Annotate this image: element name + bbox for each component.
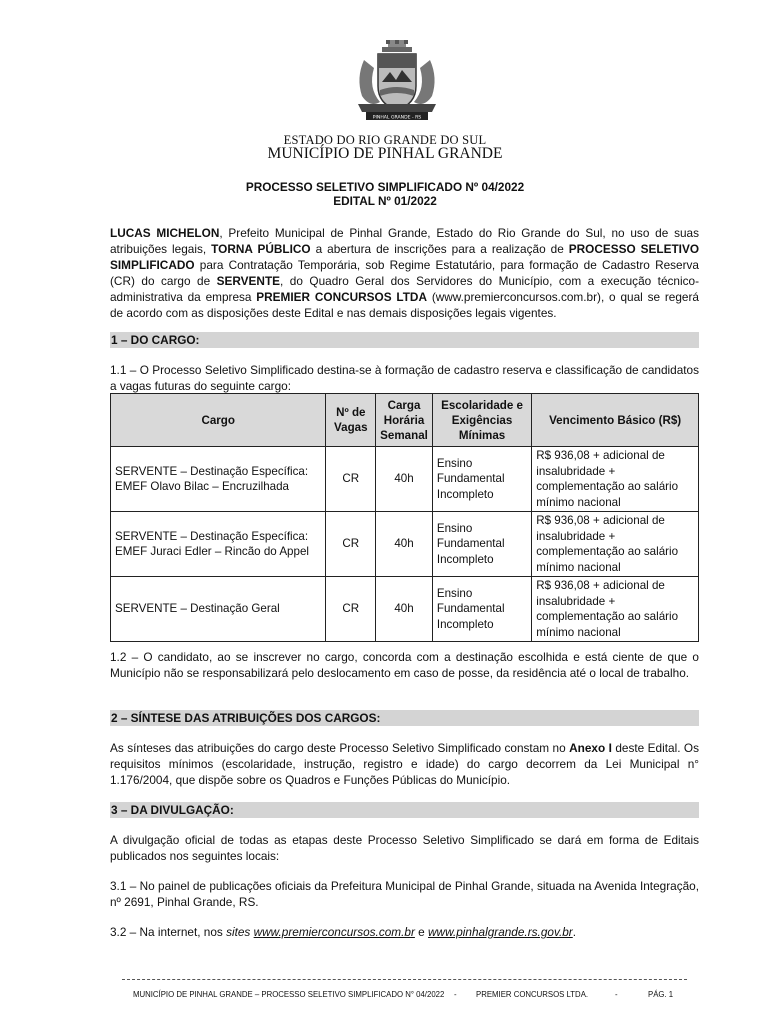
cell-cargo: SERVENTE – Destinação Específica: EMEF Olavo Bilac – Encruzilhada bbox=[111, 447, 326, 512]
intro-bold-4: PREMIER CONCURSOS LTDA bbox=[256, 290, 427, 304]
footer-separator: - bbox=[454, 990, 457, 999]
footer-company: PREMIER CONCURSOS LTDA. bbox=[476, 990, 589, 999]
intro-text-5: (www.premierconcursos.com.br), o qual se regerá de acordo com as disposições deste Edital e nas demais disposições legais vigentes. bbox=[110, 290, 699, 320]
pinhal-site-link[interactable]: www.pinhalgrande.rs.gov.br bbox=[428, 925, 573, 939]
col-header-escolaridade: Escolaridade e Exigências Mínimas bbox=[432, 394, 531, 447]
cell-carga: 40h bbox=[376, 577, 433, 642]
document-title bbox=[0, 180, 770, 208]
footer-left-text: MUNICÍPIO DE PINHAL GRANDE – PROCESSO SELETIVO SIMPLIFICADO N° 04/2022 bbox=[133, 990, 445, 999]
col-header-carga: Carga Horária Semanal bbox=[376, 394, 433, 447]
col-header-cargo: Cargo bbox=[111, 394, 326, 447]
and-word: e bbox=[414, 925, 429, 939]
col-header-vencimento: Vencimento Básico (R$) bbox=[532, 394, 699, 447]
sites-word: sites bbox=[226, 925, 251, 939]
cell-escolaridade: Ensino Fundamental Incompleto bbox=[432, 577, 531, 642]
annex-reference: Anexo I bbox=[569, 741, 612, 755]
section-2-text-2: deste Edital. Os requisitos mínimos (escolaridade, instrução, registro e idade) do cargo decorrem da Lei Municipal n° 1.176/2004, que dispõe sobre os Quadros e Funções Públicas do Município. bbox=[110, 741, 699, 787]
crest-text: PINHAL GRANDE - RS bbox=[372, 115, 422, 121]
section-2-heading: 2 – SÍNTESE DAS ATRIBUIÇÕES DOS CARGOS: bbox=[110, 710, 699, 726]
process-title: PROCESSO SELETIVO SIMPLIFICADO Nº 04/2022 bbox=[245, 180, 525, 194]
intro-text-4: , do Quadro Geral dos Servidores do Município, com a execução técnico-administrativa da empresa bbox=[110, 274, 699, 304]
section-3-heading: 3 – DA DIVULGAÇÃO: bbox=[110, 802, 699, 818]
section-3-2-paragraph bbox=[110, 924, 699, 940]
intro-text-2: a abertura de inscrições para a realização de bbox=[310, 242, 569, 256]
period: . bbox=[572, 925, 577, 939]
footer-separator: - bbox=[615, 990, 618, 999]
cell-escolaridade: Ensino Fundamental Incompleto bbox=[432, 447, 531, 512]
section-2-paragraph bbox=[110, 740, 699, 788]
positions-table bbox=[110, 393, 699, 642]
cell-vencimento: R$ 936,08 + adicional de insalubridade + complementação ao salário mínimo nacional bbox=[532, 577, 699, 642]
col-header-vagas: Nº de Vagas bbox=[326, 394, 376, 447]
intro-bold-2: PROCESSO SELETIVO SIMPLIFICADO bbox=[110, 242, 699, 272]
mayor-name: LUCAS MICHELON bbox=[110, 226, 220, 240]
edital-title: EDITAL Nº 01/2022 bbox=[333, 194, 437, 208]
section-3-2-prefix: 3.2 – Na internet, nos bbox=[110, 925, 227, 939]
table-row bbox=[111, 577, 699, 642]
section-1-heading: 1 – DO CARGO: bbox=[110, 332, 699, 348]
cell-carga: 40h bbox=[376, 447, 433, 512]
footer-divider bbox=[122, 979, 687, 980]
section-1-1-paragraph: 1.1 – O Processo Seletivo Simplificado destina-se à formação de cadastro reserva e classificação de candidatos a vagas futuras do seguinte cargo: bbox=[110, 363, 699, 393]
cell-cargo: SERVENTE – Destinação Geral bbox=[111, 577, 326, 642]
section-2-text-1: As sínteses das atribuições do cargo deste Processo Seletivo Simplificado constam no bbox=[110, 741, 570, 755]
premier-site-link[interactable]: www.premierconcursos.com.br bbox=[253, 925, 415, 939]
cell-vagas: CR bbox=[326, 512, 376, 577]
cell-vencimento: R$ 936,08 + adicional de insalubridade + complementação ao salário mínimo nacional bbox=[532, 447, 699, 512]
cell-vagas: CR bbox=[326, 447, 376, 512]
intro-text-3: para Contratação Temporária, sob Regime Estatutário, para formação de Cadastro Reserva (CR) do cargo de bbox=[110, 258, 699, 288]
table-header-row bbox=[111, 394, 699, 447]
cell-escolaridade: Ensino Fundamental Incompleto bbox=[432, 512, 531, 577]
intro-bold-1: TORNA PÚBLICO bbox=[211, 242, 311, 256]
section-3-1-paragraph: 3.1 – No painel de publicações oficiais da Prefeitura Municipal de Pinhal Grande, situada na Avenida Integração, nº 2691, Pinhal Grande, RS. bbox=[110, 879, 699, 909]
cell-cargo: SERVENTE – Destinação Específica: EMEF Juraci Edler – Rincão do Appel bbox=[111, 512, 326, 577]
table-row bbox=[111, 512, 699, 577]
page-number: PÁG. 1 bbox=[648, 990, 674, 999]
cell-vencimento: R$ 936,08 + adicional de insalubridade + complementação ao salário mínimo nacional bbox=[532, 512, 699, 577]
intro-text-1: , Prefeito Municipal de Pinhal Grande, Estado do Rio Grande do Sul, no uso de suas atribuições legais, bbox=[110, 226, 700, 256]
table-row bbox=[111, 447, 699, 512]
section-1-2-paragraph: 1.2 – O candidato, ao se inscrever no cargo, concorda com a destinação escolhida e está ciente de que o Município não se responsabilizará pelo deslocamento em caso de posse, da residência até o local de trabalho. bbox=[110, 650, 699, 680]
intro-paragraph bbox=[110, 225, 699, 321]
section-3-intro: A divulgação oficial de todas as etapas deste Processo Seletivo Simplificado se dará em forma de Editais publicados nos seguintes locais: bbox=[110, 833, 699, 863]
state-name: ESTADO DO RIO GRANDE DO SUL bbox=[283, 133, 487, 147]
municipal-crest-logo bbox=[352, 38, 442, 124]
intro-bold-3: SERVENTE bbox=[216, 274, 281, 288]
cell-carga: 40h bbox=[376, 512, 433, 577]
cell-vagas: CR bbox=[326, 577, 376, 642]
municipality-name: MUNICÍPIO DE PINHAL GRANDE bbox=[267, 145, 503, 162]
